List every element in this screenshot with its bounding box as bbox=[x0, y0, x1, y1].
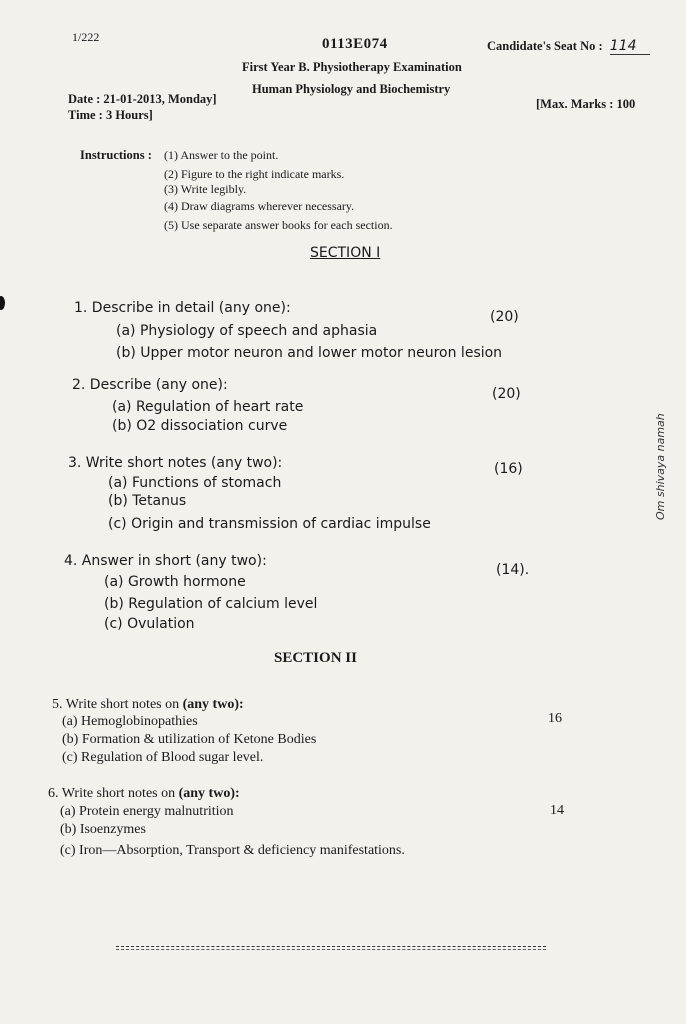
margin-handwriting: Om shivaya namah bbox=[654, 413, 667, 520]
question-5-sub-b: (b) Formation & utilization of Ketone Bodies bbox=[62, 732, 317, 747]
seat-number bbox=[487, 38, 650, 55]
question-2-sub-b: (b) O2 dissociation curve bbox=[112, 418, 288, 434]
exam-date: Date : 21-01-2013, Monday] bbox=[68, 92, 217, 106]
question-5 bbox=[52, 697, 244, 713]
question-5-emphasis: (any two): bbox=[182, 697, 244, 712]
paper-code: 0113E074 bbox=[322, 36, 388, 52]
question-2: 2. Describe (any one): bbox=[72, 377, 228, 393]
question-1-marks: (20) bbox=[490, 309, 519, 325]
question-5-sub-c: (c) Regulation of Blood sugar level. bbox=[62, 750, 264, 765]
question-5-sub-a: (a) Hemoglobinopathies bbox=[62, 714, 198, 729]
question-3-sub-a: (a) Functions of stomach bbox=[108, 475, 282, 491]
question-4-sub-c: (c) Ovulation bbox=[104, 616, 195, 632]
question-6-sub-c: (c) Iron—Absorption, Transport & deficiency manifestations. bbox=[60, 843, 405, 858]
question-4-sub-a: (a) Growth hormone bbox=[104, 574, 246, 590]
question-6-emphasis: (any two): bbox=[178, 786, 240, 801]
punch-mark bbox=[0, 296, 5, 310]
question-3: 3. Write short notes (any two): bbox=[68, 455, 283, 471]
instruction-1: (1) Answer to the point. bbox=[164, 148, 279, 162]
question-6-marks: 14 bbox=[550, 803, 564, 818]
question-2-sub-a: (a) Regulation of heart rate bbox=[112, 399, 304, 415]
question-1-sub-a: (a) Physiology of speech and aphasia bbox=[116, 323, 378, 339]
instruction-4: (4) Draw diagrams wherever necessary. bbox=[164, 199, 355, 213]
subject-title: Human Physiology and Biochemistry bbox=[252, 82, 451, 96]
question-1-sub-b: (b) Upper motor neuron and lower motor neuron lesion bbox=[116, 345, 503, 361]
question-6-sub-b: (b) Isoenzymes bbox=[60, 822, 146, 837]
question-3-sub-c: (c) Origin and transmission of cardiac impulse bbox=[108, 516, 431, 532]
question-6-sub-a: (a) Protein energy malnutrition bbox=[60, 804, 234, 819]
exam-title: First Year B. Physiotherapy Examination bbox=[242, 60, 462, 74]
question-2-marks: (20) bbox=[492, 386, 521, 402]
question-6-text: 6. Write short notes on bbox=[48, 786, 179, 801]
question-3-sub-b: (b) Tetanus bbox=[108, 493, 187, 509]
seat-value: 114 bbox=[610, 38, 650, 55]
end-divider-lower bbox=[116, 949, 546, 950]
question-5-marks: 16 bbox=[548, 711, 562, 726]
instruction-3: (3) Write legibly. bbox=[164, 182, 247, 196]
question-1: 1. Describe in detail (any one): bbox=[74, 300, 291, 316]
question-4: 4. Answer in short (any two): bbox=[64, 553, 267, 569]
end-divider bbox=[116, 946, 546, 947]
section-1-title: SECTION I bbox=[310, 245, 381, 261]
page-number: 1/222 bbox=[72, 30, 100, 44]
instructions-label: Instructions : bbox=[80, 148, 152, 162]
seat-label: Candidate's Seat No : bbox=[487, 39, 603, 53]
question-4-marks: (14). bbox=[496, 562, 530, 578]
question-6 bbox=[48, 786, 240, 802]
question-3-marks: (16) bbox=[494, 461, 523, 477]
question-5-text: 5. Write short notes on bbox=[52, 697, 183, 712]
exam-time: Time : 3 Hours] bbox=[68, 108, 153, 122]
instruction-5: (5) Use separate answer books for each section. bbox=[164, 218, 393, 232]
max-marks: [Max. Marks : 100 bbox=[536, 97, 636, 111]
question-4-sub-b: (b) Regulation of calcium level bbox=[104, 596, 318, 612]
instruction-2: (2) Figure to the right indicate marks. bbox=[164, 167, 345, 181]
section-2-title: SECTION II bbox=[274, 650, 357, 666]
